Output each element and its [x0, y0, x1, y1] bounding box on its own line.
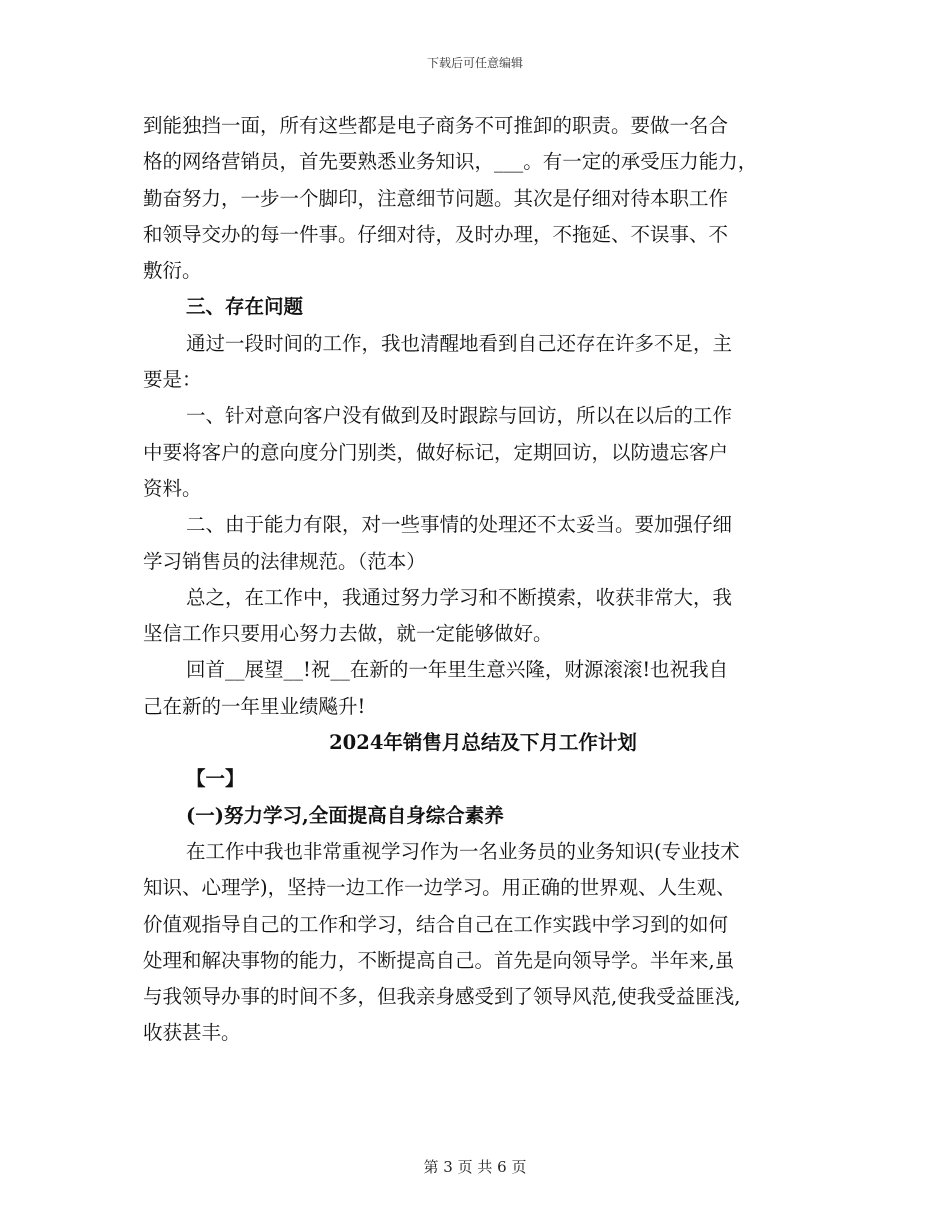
body-line: 敷衍。 [143, 259, 202, 283]
body-line: 处理和解决事物的能力，不断提高自己。首先是向领导学。半年来,虽 [143, 948, 735, 972]
body-line: 和领导交办的每一件事。仔细对待，及时办理，不拖延、不误事、不 [143, 222, 729, 246]
body-line: 要是： [143, 368, 202, 392]
document-body [143, 108, 823, 1052]
body-line: 勤奋努力，一步一个脚印，注意细节问题。其次是仔细对待本职工作 [143, 186, 729, 210]
body-line: 学习销售员的法律规范。（范本） [143, 549, 426, 573]
body-line: 中要将客户的意向度分门别类，做好标记，定期回访，以防遗忘客户 [143, 440, 729, 464]
body-line: 到能独挡一面，所有这些都是电子商务不可推卸的职责。要做一名合 [143, 114, 729, 137]
body-line: 二、由于能力有限，对一些事情的处理还不太妥当。要加强仔细 [186, 513, 733, 537]
body-line: 收获甚丰。 [143, 1021, 241, 1045]
body-line: 资料。 [143, 476, 202, 500]
body-line: 回首__展望__!祝__在新的一年里生意兴隆，财源滚滚!也祝我自 [186, 658, 729, 682]
body-line: 格的网络营销员，首先要熟悉业务知识，___。有一定的承受压力能力， [143, 150, 758, 174]
body-line: 与我领导办事的时间不多，但我亲身感受到了领导风范,使我受益匪浅, [143, 985, 741, 1009]
document-title: 2024年销售月总结及下月工作计划 [329, 731, 637, 755]
body-line: 总之，在工作中，我通过努力学习和不断摸索，收获非常大，我 [186, 585, 733, 609]
subsection-heading: (一)努力学习,全面提高自身综合素养 [186, 803, 504, 827]
page-number: 第 3 页 共 6 页 [423, 1158, 527, 1176]
section-marker: 【一】 [186, 767, 245, 791]
body-line: 价值观指导自己的工作和学习，结合自己在工作实践中学习到的如何 [143, 912, 729, 936]
page-header-note: 下载后可任意编辑 [426, 56, 523, 70]
body-line: 坚信工作只要用心努力去做，就一定能够做好。 [143, 622, 553, 646]
body-line: 通过一段时间的工作，我也清醒地看到自己还存在许多不足，主 [186, 331, 733, 355]
body-line: 在工作中我也非常重视学习作为一名业务员的业务知识(专业技术 [186, 839, 740, 863]
body-line: 一、针对意向客户没有做到及时跟踪与回访，所以在以后的工作 [186, 404, 733, 428]
section-heading: 三、存在问题 [186, 295, 304, 319]
body-line: 知识、心理学)，坚持一边工作一边学习。用正确的世界观、人生观、 [143, 876, 736, 900]
body-line: 己在新的一年里业绩飚升! [143, 694, 366, 718]
